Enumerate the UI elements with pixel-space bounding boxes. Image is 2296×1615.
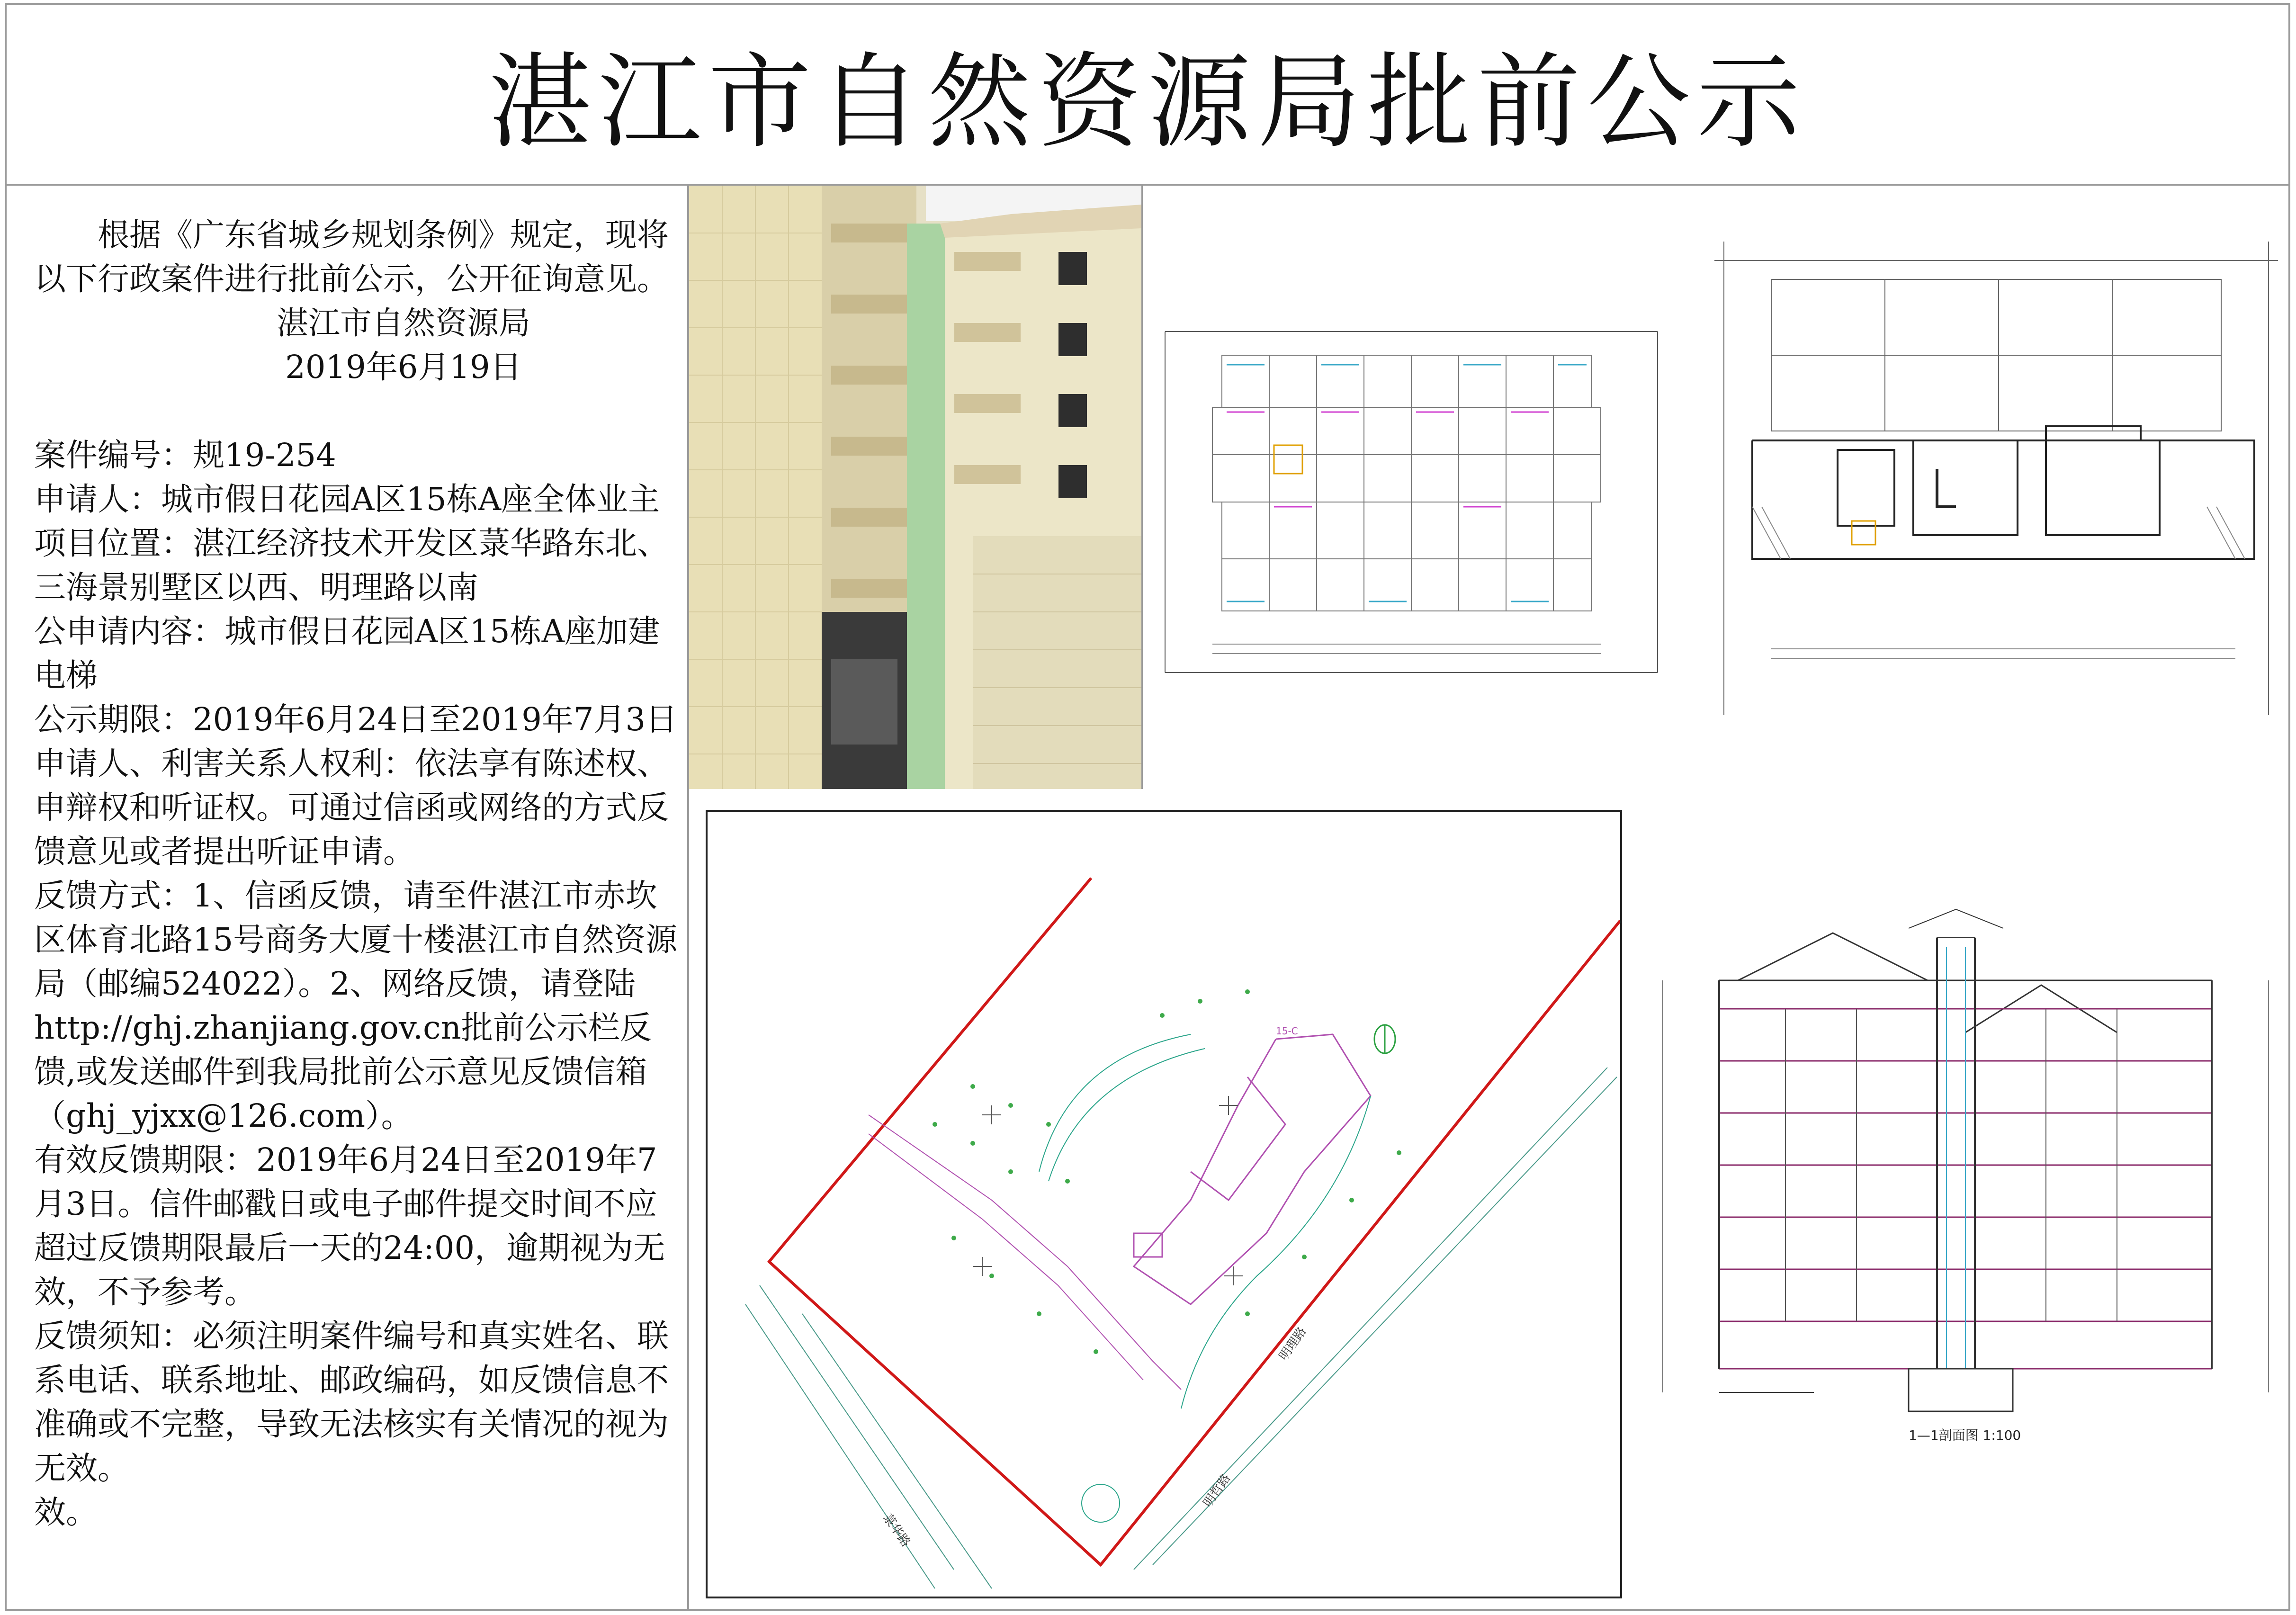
section-svg xyxy=(1643,890,2292,1463)
publicity-period: 公示期限：2019年6月24日至2019年7月3日 xyxy=(34,701,678,738)
building-rendering-image xyxy=(689,186,1143,789)
case-number: 案件编号：规19-254 xyxy=(34,437,336,474)
notice-intro: 根据《广东省城乡规划条例》规定，现将以下行政案件进行批前公示，公开征询意见。 xyxy=(34,216,669,297)
section-drawing xyxy=(1643,890,2292,1463)
application-content: 公申请内容：城市假日花园A区15栋A座加建电梯 xyxy=(34,613,660,694)
road-label-mingzhe: 明哲路 xyxy=(1201,1471,1234,1510)
project-location: 项目位置：湛江经济技术开发区菉华路东北、三海景别墅区以西、明理路以南 xyxy=(34,525,669,606)
notice-text-column xyxy=(5,186,689,1611)
floor-plan-drawing xyxy=(1156,303,1667,696)
floor-plan-svg xyxy=(1156,303,1667,696)
title-bar xyxy=(5,3,2290,186)
page-title: 湛江市自然资源局批前公示 xyxy=(488,42,1807,162)
road-label-luhua: 菉华路 xyxy=(880,1511,913,1550)
spacer xyxy=(34,389,678,433)
trailing-text: 效。 xyxy=(34,1494,98,1531)
applicant: 申请人：城市假日花园A区15栋A座全体业主 xyxy=(34,481,660,518)
building-rendering-svg xyxy=(689,186,1141,789)
rights-statement: 申请人、利害关系人权利：依法享有陈述权、申辩权和听证权。可通过信函或网络的方式反馈意见或者提出听证申请。 xyxy=(34,745,669,870)
road-label-mingli: 明理路 xyxy=(1276,1324,1309,1364)
signature-date: 2019年6月19日 xyxy=(285,349,522,386)
section-caption: 1—1剖面图 1:100 xyxy=(1909,1427,2021,1443)
notice-body xyxy=(34,213,678,1534)
ground-floor-plan-svg xyxy=(1714,242,2278,729)
feedback-method: 反馈方式：1、信函反馈，请至件湛江市赤坎区体育北路15号商务大厦十楼湛江市自然资源局（邮编524022）。2、网络反馈，请登陆http://ghj.zhanjiang.gov.cn批前公示栏反馈,或发送邮件到我局批前公示意见反馈信箱（ghj_yjxx@126.com）。 xyxy=(34,877,678,1134)
ground-floor-plan-drawing xyxy=(1714,242,2278,729)
site-plan-svg xyxy=(708,812,1620,1597)
block-label: 15-C xyxy=(1276,1025,1298,1037)
site-plan-drawing xyxy=(706,810,1622,1598)
feedback-notes: 反馈须知：必须注明案件编号和真实姓名、联系电话、联系地址、邮政编码，如反馈信息不准确或不完整，导致无法核实有关情况的视为无效。 xyxy=(34,1318,669,1487)
valid-feedback-period: 有效反馈期限：2019年6月24日至2019年7月3日。信件邮戳日或电子邮件提交时间不应超过反馈期限最后一天的24:00，逾期视为无效，不予参考。 xyxy=(34,1141,665,1310)
signature-org: 湛江市自然资源局 xyxy=(277,305,530,341)
